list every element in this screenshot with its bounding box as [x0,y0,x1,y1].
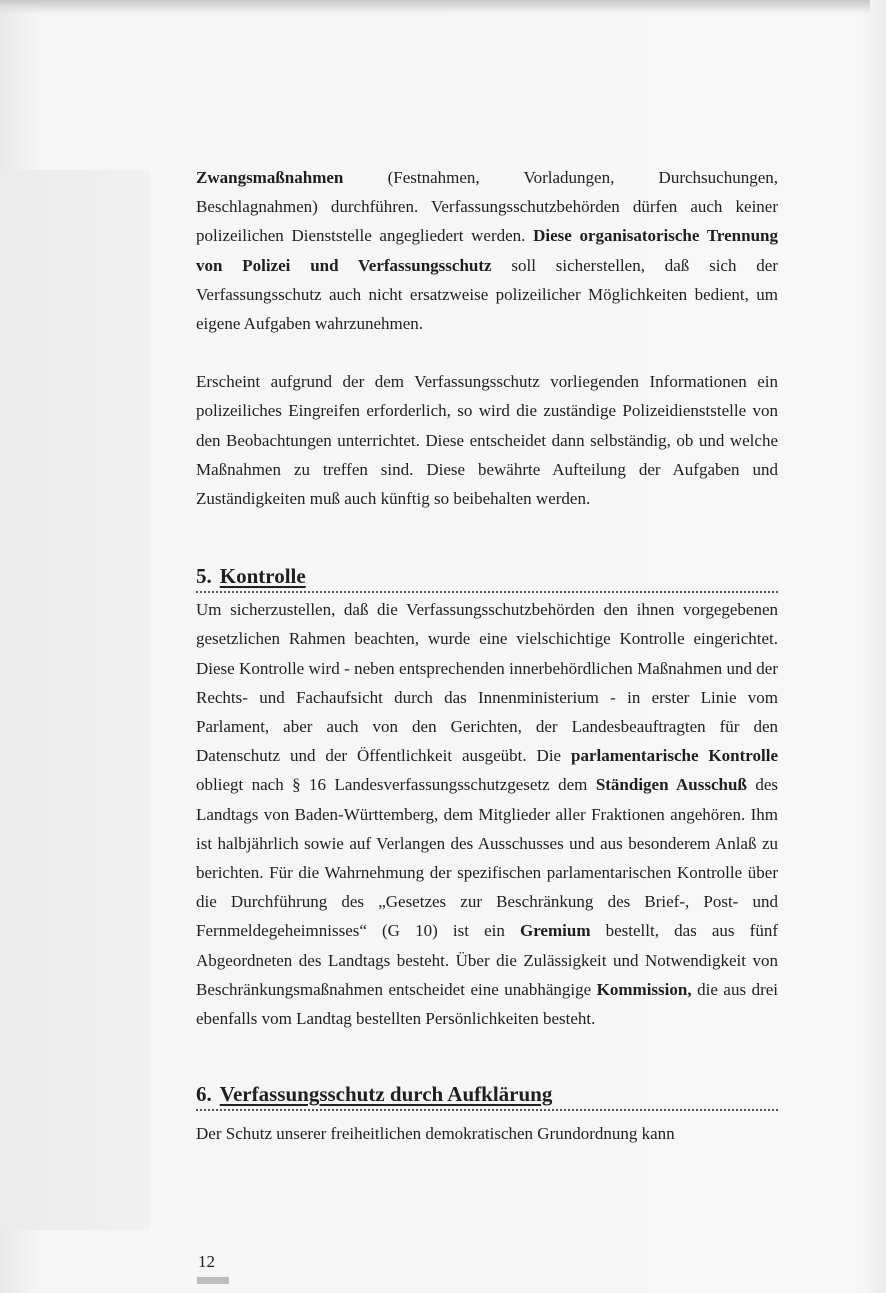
paragraph-3-text-d: bestellt, das aus fünf Abgeordneten des Landtags besteht. Über die Zulässigkeit und Notwendigkeit von Beschränkungsmaßnahmen entscheidet eine unabhängige [196,921,778,999]
bold-term-gremium: Gremium [519,921,591,941]
page-number-bar [197,1277,229,1284]
section-heading-aufklaerung [196,1079,778,1111]
paragraph-3-text-e: die aus drei ebenfalls vom Landtag bestellten Persönlichkeiten besteht. [196,979,778,1029]
paragraph-3-text-c: des Landtags von Baden-Württemberg, dem Mitglieder aller Fraktionen angehören. Ihm ist halbjährlich sowie auf Verlangen des Ausschusses und aus besonderem Anlaß zu berichten. Für die Wahrnehmung der spezifischen parlamentarischen Kontrolle über die Durchführung des „Gesetzes zur Beschränkung des Brief-, Post- und Fernmeldegeheimnisses“ (G 10) ist ein [196,775,778,941]
paragraph-3 [196,595,778,1033]
paragraph-2: Erscheint aufgrund der dem Verfassungsschutz vorliegenden Informationen ein polizeiliches Eingreifen erforderlich, so wird die zuständige Polizeidienststelle von den Beobachtungen unterrichtet. Diese entscheidet dann selbständig, ob und welche Maßnahmen zu treffen sind. Diese bewährte Aufteilung der Aufgaben und Zuständigkeiten muß auch künftig so beibehalten werden. [196,372,778,509]
paragraph-1-text-a: (Festnahmen, Vorladungen, Durchsuchungen, Beschlagnahmen) durchführen. Verfassungsschutzbehörden dürfen auch keiner polizeilichen Dienststelle angegliedert werden. [196,168,778,246]
scan-top-shadow [0,0,870,14]
section-heading-kontrolle [196,561,778,593]
paragraph-3-text-b: obliegt nach § 16 Landesverfassungsschutzgesetz dem [196,775,596,795]
bold-term-staendiger-ausschuss: Ständigen Ausschuß [595,775,747,795]
section-title: Verfassungsschutz durch Aufklärung [219,1082,553,1107]
scan-left-band [0,170,150,1230]
bold-term-kommission: Kommission, [596,979,692,999]
section-number: 5. [196,564,212,589]
paragraph-1-text-b: soll sicherstellen, daß sich der Verfassungsschutz auch nicht ersatzweise polizeilicher Möglichkeiten bedient, um eigene Aufgaben wahrzunehmen. [196,255,778,334]
bold-term-parlamentarische-kontrolle: parlamentarische Kontrolle [571,746,778,766]
page-content [196,163,778,1148]
bold-term-zwangsmassnahmen: Zwangsmaßnahmen [196,168,344,187]
paragraph-4: Der Schutz unserer freiheitlichen demokratischen Grundordnung kann [196,1124,675,1144]
section-number: 6. [196,1082,212,1107]
paragraph-1 [196,163,778,338]
paragraph-3-text-a: Um sicherzustellen, daß die Verfassungsschutzbehörden den ihnen vorgegebenen gesetzlichen Rahmen beachten, wurde eine vielschichtige Kontrolle eingerichtet. Diese Kontrolle wird - neben entsprechenden innerbehördlichen Maßnahmen und der Rechts- und Fachaufsicht durch das Innenministerium - in erster Linie vom Parlament, aber auch von den Gerichten, der Landesbeauftragten für den Datenschutz und der Öffentlichkeit ausgeübt. Die [196,600,778,766]
section-title: Kontrolle [219,564,306,589]
bold-term-trennung: Diese organisatorische Trennung von Polizei und Verfassungsschutz [196,226,778,275]
page-number: 12 [198,1252,215,1271]
